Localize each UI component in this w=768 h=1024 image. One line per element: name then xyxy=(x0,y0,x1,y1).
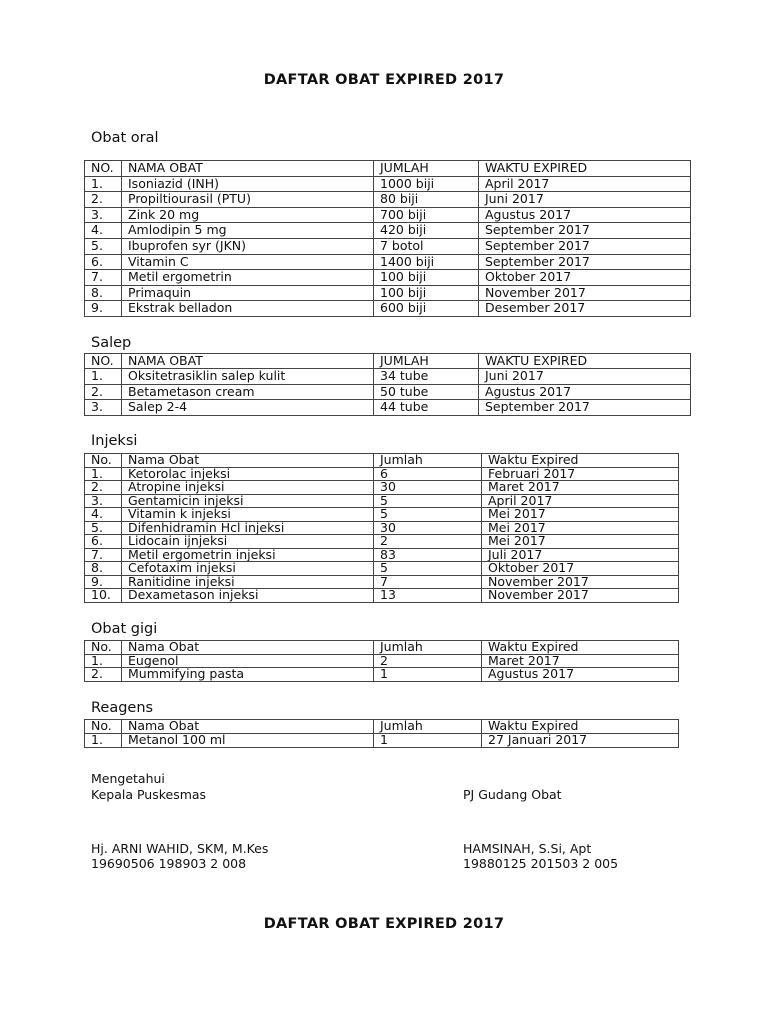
cell-col-no: 2. xyxy=(85,481,122,495)
cell-col-expiry: September 2017 xyxy=(479,223,691,239)
cell-col-no: 5. xyxy=(85,521,122,535)
table-header-row xyxy=(85,720,679,734)
cell-col-qty: 1 xyxy=(374,734,482,748)
cell-col-name: Vitamin C xyxy=(122,254,374,270)
cell-col-no: 5. xyxy=(85,238,122,254)
cell-col-expiry: Juni 2017 xyxy=(479,369,691,384)
table-row xyxy=(85,508,679,522)
cell-col-name: Betametason cream xyxy=(122,384,374,399)
table-header-row xyxy=(85,354,691,369)
footer-title: DAFTAR OBAT EXPIRED 2017 xyxy=(263,916,505,932)
cell-col-expiry: Juni 2017 xyxy=(479,192,691,208)
cell-col-expiry: Agustus 2017 xyxy=(479,207,691,223)
table-row xyxy=(85,176,691,192)
section-heading-obat-oral: Obat oral xyxy=(91,130,159,146)
cell-col-qty: 50 tube xyxy=(374,384,479,399)
header-col-name: NAMA OBAT xyxy=(122,354,374,369)
signature-left-role: Kepala Puskesmas xyxy=(91,787,207,802)
cell-col-qty: 44 tube xyxy=(374,400,479,415)
table-row xyxy=(85,238,691,254)
table-salep xyxy=(84,353,691,416)
cell-col-qty: 5 xyxy=(374,562,482,576)
cell-col-name: Dexametason injeksi xyxy=(122,589,374,603)
cell-col-qty: 6 xyxy=(374,467,482,481)
table-row xyxy=(85,521,679,535)
cell-col-name: Primaquin xyxy=(122,285,374,301)
cell-col-no: 3. xyxy=(85,207,122,223)
table-row xyxy=(85,207,691,223)
cell-col-expiry: Agustus 2017 xyxy=(482,668,679,682)
cell-col-qty: 1400 biji xyxy=(374,254,479,270)
cell-col-expiry: Maret 2017 xyxy=(482,654,679,668)
cell-col-no: 1. xyxy=(85,654,122,668)
cell-col-qty: 1 xyxy=(374,668,482,682)
cell-col-no: 2. xyxy=(85,192,122,208)
cell-col-no: 6. xyxy=(85,535,122,549)
cell-col-name: Isoniazid (INH) xyxy=(122,176,374,192)
cell-col-no: 8. xyxy=(85,285,122,301)
header-col-expiry: WAKTU EXPIRED xyxy=(479,354,691,369)
table-row xyxy=(85,481,679,495)
table-obat-gigi xyxy=(84,640,679,682)
signature-right-name: HAMSINAH, S.Si, Apt xyxy=(463,841,592,856)
table-row xyxy=(85,223,691,239)
cell-col-qty: 34 tube xyxy=(374,369,479,384)
cell-col-expiry: September 2017 xyxy=(479,254,691,270)
table-row xyxy=(85,548,679,562)
signature-right-nip: 19880125 201503 2 005 xyxy=(463,856,619,871)
cell-col-expiry: 27 Januari 2017 xyxy=(482,734,679,748)
cell-col-no: 1. xyxy=(85,734,122,748)
table-reagens xyxy=(84,719,679,748)
table-row xyxy=(85,384,691,399)
cell-col-name: Mummifying pasta xyxy=(122,668,374,682)
cell-col-no: 1. xyxy=(85,467,122,481)
cell-col-name: Amlodipin 5 mg xyxy=(122,223,374,239)
cell-col-name: Vitamin k injeksi xyxy=(122,508,374,522)
cell-col-no: 7. xyxy=(85,270,122,286)
cell-col-no: 9. xyxy=(85,301,122,317)
cell-col-expiry: Juli 2017 xyxy=(482,548,679,562)
cell-col-no: 4. xyxy=(85,508,122,522)
header-col-name: Nama Obat xyxy=(122,454,374,468)
cell-col-name: Lidocain ijnjeksi xyxy=(122,535,374,549)
cell-col-no: 3. xyxy=(85,494,122,508)
table-row xyxy=(85,467,679,481)
header-col-expiry: Waktu Expired xyxy=(482,720,679,734)
cell-col-qty: 5 xyxy=(374,508,482,522)
cell-col-name: Ibuprofen syr (JKN) xyxy=(122,238,374,254)
cell-col-qty: 80 biji xyxy=(374,192,479,208)
cell-col-expiry: Mei 2017 xyxy=(482,508,679,522)
header-col-qty: Jumlah xyxy=(374,454,482,468)
table-injeksi xyxy=(84,453,679,603)
header-col-name: Nama Obat xyxy=(122,641,374,655)
cell-col-expiry: April 2017 xyxy=(479,176,691,192)
cell-col-no: 10. xyxy=(85,589,122,603)
header-col-expiry: Waktu Expired xyxy=(482,641,679,655)
table-row xyxy=(85,734,679,748)
cell-col-expiry: Februari 2017 xyxy=(482,467,679,481)
table-row xyxy=(85,535,679,549)
cell-col-qty: 100 biji xyxy=(374,270,479,286)
header-col-expiry: WAKTU EXPIRED xyxy=(479,161,691,177)
cell-col-no: 9. xyxy=(85,575,122,589)
cell-col-expiry: November 2017 xyxy=(482,589,679,603)
cell-col-no: 4. xyxy=(85,223,122,239)
cell-col-name: Atropine injeksi xyxy=(122,481,374,495)
table-header-row xyxy=(85,161,691,177)
cell-col-name: Zink 20 mg xyxy=(122,207,374,223)
cell-col-no: 7. xyxy=(85,548,122,562)
cell-col-qty: 2 xyxy=(374,535,482,549)
cell-col-qty: 1000 biji xyxy=(374,176,479,192)
cell-col-qty: 30 xyxy=(374,521,482,535)
header-col-qty: JUMLAH xyxy=(374,354,479,369)
table-row xyxy=(85,589,679,603)
cell-col-expiry: Oktober 2017 xyxy=(482,562,679,576)
cell-col-name: Salep 2-4 xyxy=(122,400,374,415)
cell-col-no: 2. xyxy=(85,384,122,399)
cell-col-name: Cefotaxim injeksi xyxy=(122,562,374,576)
table-header-row xyxy=(85,454,679,468)
header-col-no: No. xyxy=(85,641,122,655)
table-row xyxy=(85,400,691,415)
cell-col-expiry: Maret 2017 xyxy=(482,481,679,495)
cell-col-expiry: April 2017 xyxy=(482,494,679,508)
table-row xyxy=(85,654,679,668)
cell-col-name: Metil ergometrin injeksi xyxy=(122,548,374,562)
header-col-name: Nama Obat xyxy=(122,720,374,734)
cell-col-expiry: Oktober 2017 xyxy=(479,270,691,286)
signature-left-intro: Mengetahui xyxy=(91,771,165,786)
cell-col-expiry: September 2017 xyxy=(479,400,691,415)
header-col-qty: JUMLAH xyxy=(374,161,479,177)
cell-col-qty: 7 botol xyxy=(374,238,479,254)
header-col-no: NO. xyxy=(85,161,122,177)
cell-col-qty: 30 xyxy=(374,481,482,495)
section-heading-salep: Salep xyxy=(91,335,132,351)
header-col-name: NAMA OBAT xyxy=(122,161,374,177)
cell-col-qty: 5 xyxy=(374,494,482,508)
table-row xyxy=(85,562,679,576)
cell-col-name: Ranitidine injeksi xyxy=(122,575,374,589)
header-col-expiry: Waktu Expired xyxy=(482,454,679,468)
cell-col-qty: 7 xyxy=(374,575,482,589)
table-row xyxy=(85,668,679,682)
cell-col-expiry: September 2017 xyxy=(479,238,691,254)
cell-col-name: Metil ergometrin xyxy=(122,270,374,286)
cell-col-name: Eugenol xyxy=(122,654,374,668)
section-heading-injeksi: Injeksi xyxy=(91,433,138,449)
header-col-no: NO. xyxy=(85,354,122,369)
cell-col-qty: 2 xyxy=(374,654,482,668)
header-col-no: No. xyxy=(85,720,122,734)
cell-col-expiry: Mei 2017 xyxy=(482,535,679,549)
cell-col-name: Difenhidramin Hcl injeksi xyxy=(122,521,374,535)
header-col-qty: Jumlah xyxy=(374,720,482,734)
cell-col-name: Ekstrak belladon xyxy=(122,301,374,317)
cell-col-qty: 420 biji xyxy=(374,223,479,239)
cell-col-expiry: November 2017 xyxy=(479,285,691,301)
cell-col-expiry: November 2017 xyxy=(482,575,679,589)
cell-col-name: Ketorolac injeksi xyxy=(122,467,374,481)
table-row xyxy=(85,285,691,301)
cell-col-qty: 600 biji xyxy=(374,301,479,317)
cell-col-qty: 100 biji xyxy=(374,285,479,301)
table-row xyxy=(85,575,679,589)
table-row xyxy=(85,254,691,270)
table-row xyxy=(85,270,691,286)
cell-col-qty: 83 xyxy=(374,548,482,562)
cell-col-no: 3. xyxy=(85,400,122,415)
document-title: DAFTAR OBAT EXPIRED 2017 xyxy=(263,72,505,88)
cell-col-name: Gentamicin injeksi xyxy=(122,494,374,508)
signature-right-role: PJ Gudang Obat xyxy=(463,787,562,802)
cell-col-no: 8. xyxy=(85,562,122,576)
section-heading-reagens: Reagens xyxy=(91,700,154,716)
cell-col-qty: 700 biji xyxy=(374,207,479,223)
table-row xyxy=(85,494,679,508)
table-row xyxy=(85,369,691,384)
cell-col-no: 1. xyxy=(85,176,122,192)
cell-col-name: Oksitetrasiklin salep kulit xyxy=(122,369,374,384)
header-col-qty: Jumlah xyxy=(374,641,482,655)
signature-left-nip: 19690506 198903 2 008 xyxy=(91,856,247,871)
signature-left-name: Hj. ARNI WAHID, SKM, M.Kes xyxy=(91,841,269,856)
table-header-row xyxy=(85,641,679,655)
cell-col-no: 1. xyxy=(85,369,122,384)
cell-col-expiry: Mei 2017 xyxy=(482,521,679,535)
section-heading-obat-gigi: Obat gigi xyxy=(91,621,158,637)
cell-col-name: Propiltiourasil (PTU) xyxy=(122,192,374,208)
cell-col-no: 6. xyxy=(85,254,122,270)
table-obat-oral xyxy=(84,160,691,317)
table-row xyxy=(85,192,691,208)
table-row xyxy=(85,301,691,317)
header-col-no: No. xyxy=(85,454,122,468)
cell-col-name: Metanol 100 ml xyxy=(122,734,374,748)
cell-col-no: 2. xyxy=(85,668,122,682)
cell-col-qty: 13 xyxy=(374,589,482,603)
cell-col-expiry: Desember 2017 xyxy=(479,301,691,317)
cell-col-expiry: Agustus 2017 xyxy=(479,384,691,399)
